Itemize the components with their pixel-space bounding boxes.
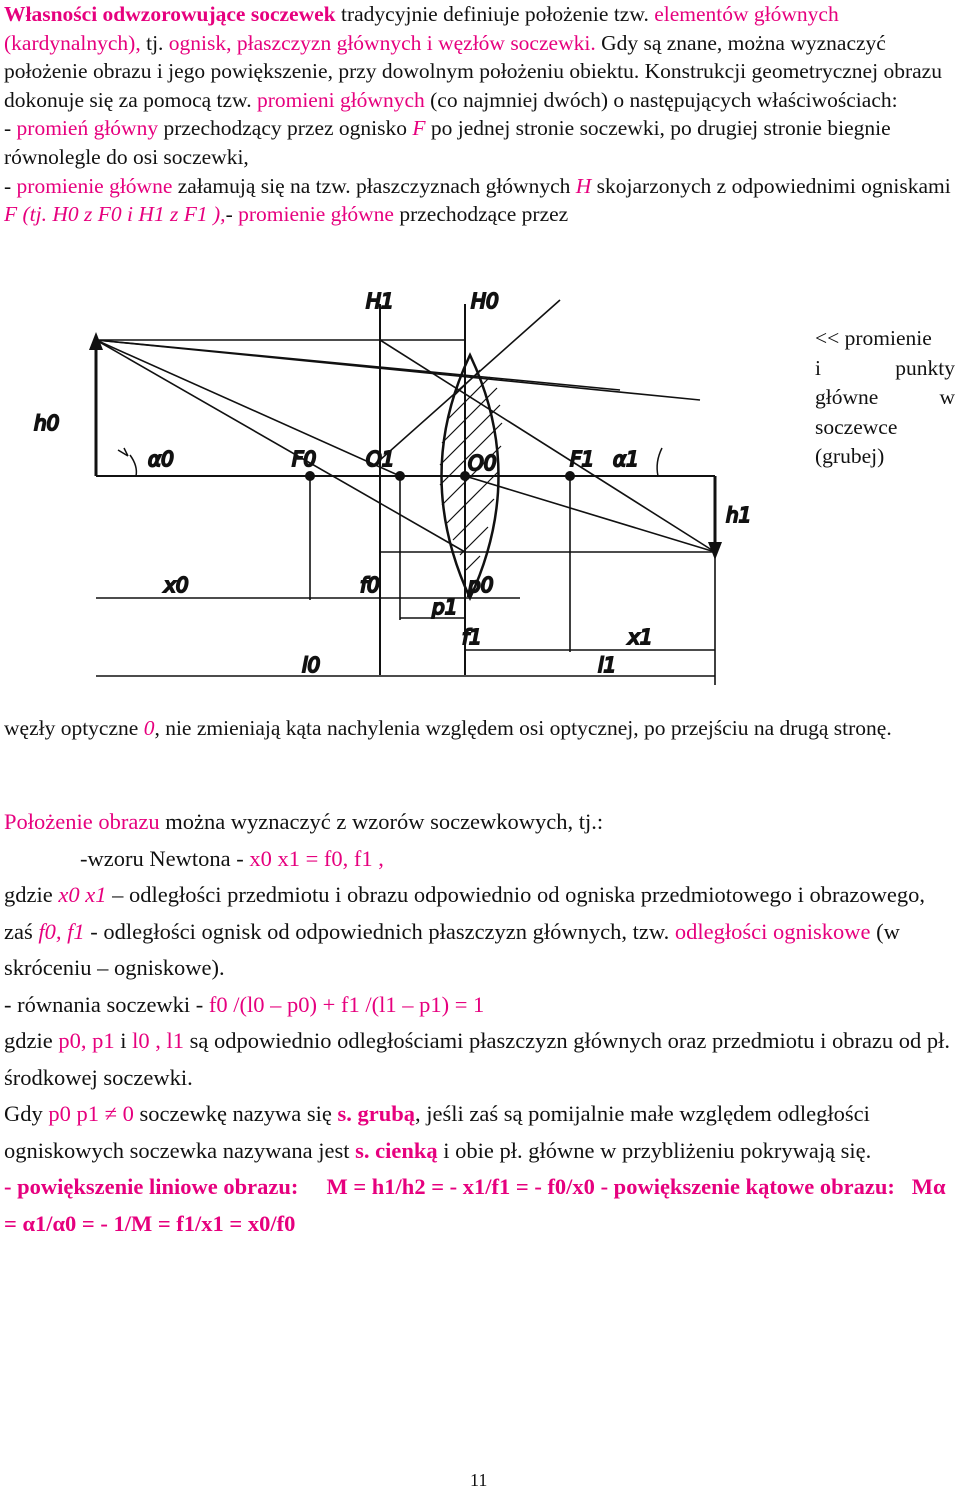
principal-rays [96, 300, 715, 552]
body-text: Gdy [4, 1101, 49, 1126]
figure-caption [815, 324, 955, 472]
symbol-zero: 0 [143, 716, 155, 740]
page-number: 11 [470, 1470, 488, 1490]
body-text: (w skróceniu – ogniskowe). [4, 918, 900, 980]
label-f1: f1 [462, 625, 482, 649]
body-text: gdzie [4, 882, 59, 907]
formula-thick-thin [4, 1096, 954, 1169]
lens-equation: f0 /(l0 – p0) + f1 /(l1 – p1) = 1 [208, 991, 485, 1017]
intro-text: (co najmniej dwóch) o następujących właściwościach: [424, 87, 898, 112]
symbol-H: H [575, 173, 592, 198]
label-O1: O1 [366, 447, 395, 471]
caption-line: soczewce [815, 414, 898, 439]
caption-line: i punkty [815, 355, 955, 380]
intro-text: Gdy są znane, można wyznaczyć położenie obrazu i jego powiększenie, przy dowolnym położeniu obiektu. Konstrukcji geometrycznej obrazu dokonuje się za pomocą tzw. [4, 30, 942, 112]
bullet-text: skojarzonych z odpowiednimi ogniskami [591, 173, 951, 198]
label-p1: p1 [432, 595, 458, 619]
bullet-text: załamują się na tzw. płaszczyznach głównych [172, 173, 576, 198]
caption-line: główne w [815, 385, 955, 409]
body-text: - odległości ognisk od odpowiednich płaszczyzn głównych, tzw. [84, 918, 675, 944]
body-text: , jeśli zaś są pomijalnie małe względem odległości ogniskowych soczewka nazywana jest [4, 1101, 870, 1163]
label-H1: H1 [366, 289, 394, 313]
formula-newton [4, 841, 954, 878]
body-text: można wyznaczyć z wzorów soczewkowych, tj.: [159, 809, 604, 834]
label-h1: h1 [726, 503, 752, 527]
intro-text: tradycyjnie definiuje położenie tzw. [335, 2, 655, 26]
dimension-lines [96, 598, 715, 676]
body-text: - równania soczewki - [4, 991, 209, 1017]
label-O0: O0 [468, 451, 497, 475]
label-F0: F0 [292, 447, 317, 471]
symbol-F: F [412, 116, 426, 141]
label-h0: h0 [34, 411, 60, 435]
label-l0: l0 [302, 653, 321, 677]
bullet-text: przechodzący przez ognisko [158, 116, 413, 141]
symbol-f: f0, f1 [38, 918, 85, 944]
label-alpha1: α1 [613, 447, 639, 471]
term-ogniskowe: odległości ogniskowe [674, 918, 871, 944]
section-title: Własności odwzorowujące soczewek [4, 2, 336, 26]
angle-alpha1-arc [657, 448, 662, 476]
term-gruba: s. grubą [337, 1101, 416, 1126]
term-kardynalne: elementów głównych (kardynalnych), [4, 2, 839, 55]
newton-equation: x0 x1 = f0, f1 , [249, 845, 384, 871]
angular-magnification: Mα = α1/α0 = - 1/M = f1/x1 = x0/f0 [4, 1174, 946, 1236]
continuation-paragraph [4, 713, 954, 743]
formula-magnification [4, 1169, 954, 1242]
term-promienie-glowne: promienie główne [238, 202, 394, 227]
body-text: soczewkę nazywa się [133, 1101, 338, 1126]
label-f0: f0 [360, 573, 380, 597]
caption-line: (grubej) [815, 444, 885, 468]
term-promienie: promieni głównych [256, 87, 425, 112]
body-text: , nie zmieniają kąta nachylenia względem osi optycznej, po przejściu na drugą stronę. [154, 716, 892, 740]
intro-text: tj. [140, 30, 169, 55]
formula-line-intro [4, 804, 954, 841]
label-l1: l1 [598, 653, 617, 677]
body-text: zaś [4, 918, 39, 944]
label-x0: x0 [164, 573, 189, 597]
body-text: i obie pł. główne w przybliżeniu pokrywają się. [437, 1137, 872, 1163]
body-text: gdzie [4, 1028, 59, 1053]
label-p0: p0 [468, 573, 494, 597]
label-F1: F1 [570, 447, 595, 471]
body-text: są odpowiednio odległościami płaszczyzn głównych oraz przedmiotu i obrazu od pł. środkowej soczewki. [4, 1028, 951, 1090]
body-text: węzły optyczne [4, 716, 144, 740]
term-polozenie: Położenie obrazu [4, 809, 160, 834]
bullet-dash: - [4, 173, 17, 198]
linear-magnification: M = h1/h2 = - x1/f1 = - f0/x0 [326, 1174, 595, 1199]
angle-alpha0-arc [130, 455, 136, 476]
symbol-x: x0 x1 [58, 882, 107, 907]
formula-lens-equation [4, 987, 954, 1024]
term-powiekszenie-liniowe: - powiększenie liniowe obrazu: [4, 1174, 299, 1199]
symbol-l: l0 , l1 [132, 1028, 185, 1053]
formula-where-p [4, 1023, 954, 1096]
label-H0: H0 [471, 289, 499, 313]
body-text: – odległości przedmiotu i obrazu odpowiednio od ogniska przedmiotowego i obrazowego, [106, 882, 926, 907]
label-alpha0: α0 [148, 447, 174, 471]
formulas-section [4, 804, 954, 1242]
condition: p0 p1 ≠ 0 [48, 1101, 134, 1126]
caption-line: << promienie [815, 326, 932, 350]
term-promien: promień główny [16, 116, 159, 141]
body-text: -wzoru Newtona - [80, 845, 250, 871]
bullet-dash: - [4, 116, 17, 141]
bullet-dash: - [225, 202, 239, 227]
symbol-p: p0, p1 [58, 1028, 115, 1053]
intro-paragraph [4, 0, 954, 229]
term-cienka: s. cienką [355, 1137, 438, 1163]
label-x1: x1 [628, 625, 653, 649]
symbol-list: F (tj. H0 z F0 i H1 z F1 ), [4, 202, 226, 227]
bullet-text: przechodzące przez [393, 202, 569, 227]
angle-alpha0-arrow [118, 448, 128, 456]
bullet-text: po jednej stronie soczewki, po drugiej stronie biegnie równolegle do osi soczewki, [4, 116, 891, 169]
body-text: i [114, 1028, 133, 1053]
formula-where-x [4, 877, 954, 914]
term-elementy: ognisk, płaszczyzn głównych i węzłów soczewki. [168, 30, 596, 55]
formula-where-f [4, 914, 954, 987]
term-promienie-glowne: promienie główne [16, 173, 173, 198]
term-powiekszenie-katowe: - powiększenie kątowe obrazu: [594, 1174, 895, 1199]
